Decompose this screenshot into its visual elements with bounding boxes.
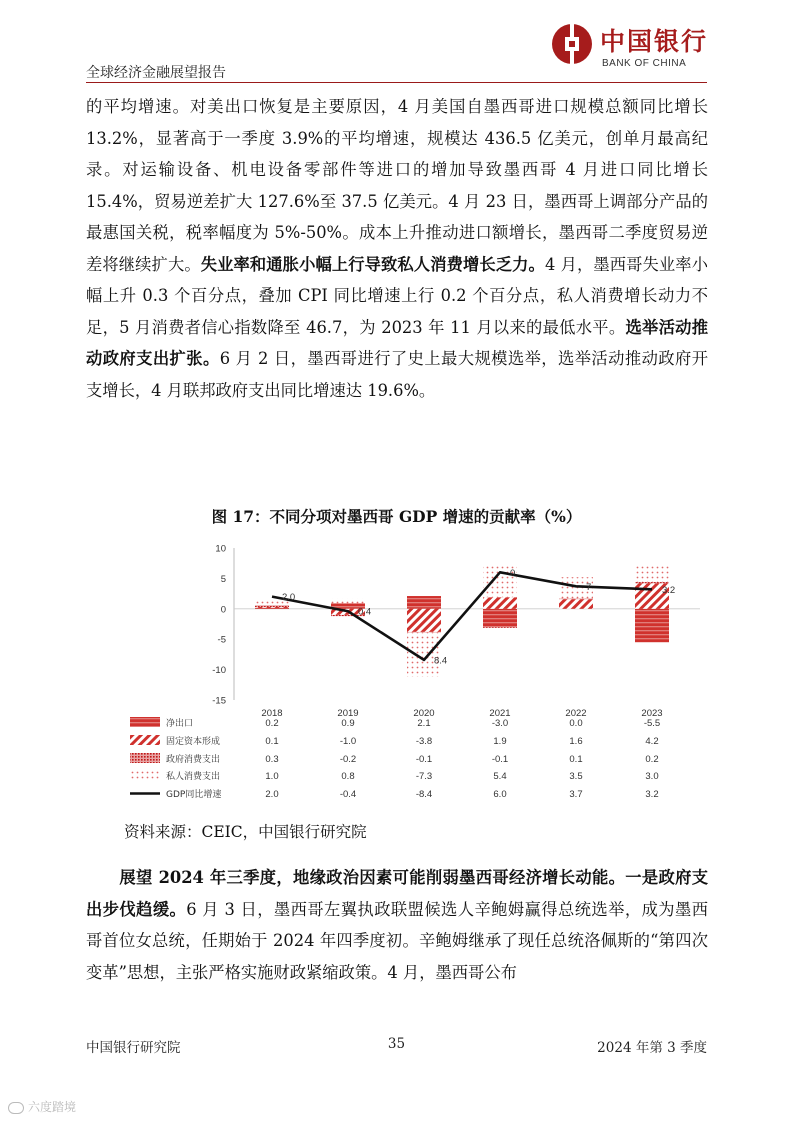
text-segment: 6 月 3 日，墨西哥左翼执政联盟候选人辛鲍姆赢得总统选举，成为墨西哥首位女总统，任期始于 2024 年四季度初。辛鲍姆继承了现任总统洛佩斯的“第四次变革”思想，主张严格实施财政紧缩政策。4 月，墨西哥公布 bbox=[86, 899, 708, 982]
gdp-point-label: 2.0 bbox=[282, 592, 296, 604]
legend-swatch bbox=[130, 770, 160, 780]
text-segment: 4 月，墨西哥失业率小幅上升 0.3 个百分点，叠加 CPI 同比增速上行 0.2 个百分点，私人消费增长动力不足，5 月消费者信心指数降至 46.7，为 2023 年 11 月以来的最低水平。 bbox=[86, 254, 708, 337]
table-cell: -7.3 bbox=[415, 771, 433, 782]
bar-segment bbox=[483, 609, 517, 627]
table-cell: -3.8 bbox=[415, 736, 433, 747]
table-cell: -0.4 bbox=[339, 789, 357, 800]
watermark-text: 六度踏境 bbox=[28, 1100, 77, 1114]
table-cell: 4.2 bbox=[645, 736, 659, 747]
watermark bbox=[8, 1098, 76, 1115]
bar-segment bbox=[331, 598, 365, 603]
table-cell: 0.1 bbox=[265, 736, 279, 747]
legend-label: 净出口 bbox=[166, 719, 194, 729]
table-cell: 2.0 bbox=[265, 789, 279, 800]
bar-segment bbox=[635, 582, 669, 583]
body-paragraph-bottom bbox=[86, 862, 708, 988]
table-cell: 0.9 bbox=[341, 718, 355, 729]
figure-title: 图 17：不同分项对墨西哥 GDP 增速的贡献率（%） bbox=[211, 507, 582, 526]
table-cell: 0.1 bbox=[569, 754, 583, 765]
report-title: 全球经济金融展望报告 bbox=[86, 65, 226, 81]
bold-heading: 失业率和通胀小幅上行导致私人消费增长乏力。 bbox=[200, 254, 545, 274]
watermark-logo-icon bbox=[8, 1102, 24, 1114]
legend-swatch bbox=[130, 753, 160, 763]
x-category-label: 2019 bbox=[337, 708, 359, 719]
table-cell: 3.5 bbox=[569, 771, 583, 782]
table-cell: 5.4 bbox=[493, 771, 507, 782]
table-cell: -8.4 bbox=[415, 789, 433, 800]
table-cell: -0.1 bbox=[415, 754, 433, 765]
page-number: 35 bbox=[387, 1036, 406, 1052]
table-cell: 0.8 bbox=[341, 771, 355, 782]
table-cell: 3.7 bbox=[569, 789, 583, 800]
x-category-label: 2022 bbox=[565, 708, 587, 719]
legend-label: 固定资本形成 bbox=[166, 737, 221, 747]
y-tick-label: -10 bbox=[212, 665, 226, 677]
table-cell: -0.2 bbox=[339, 754, 357, 765]
gdp-point-label: 8.4 bbox=[434, 655, 448, 667]
legend-swatch bbox=[130, 735, 160, 745]
table-cell: 1.0 bbox=[265, 771, 279, 782]
table-cell: -5.5 bbox=[643, 718, 661, 729]
bold-heading: 选举活动推动政府支出扩张。 bbox=[86, 317, 708, 368]
y-tick-label: 5 bbox=[220, 573, 226, 585]
table-cell: 1.9 bbox=[493, 736, 507, 747]
text-segment: 6 月 2 日，墨西哥进行了史上最大规模选举，选举活动推动政府开支增长，4 月联邦政府支出同比增速达 19.6%。 bbox=[86, 349, 708, 400]
table-cell: 0.2 bbox=[265, 718, 279, 729]
y-tick-label: -5 bbox=[217, 634, 226, 646]
x-category-label: 2021 bbox=[489, 708, 511, 719]
bar-segment bbox=[635, 609, 669, 642]
table-cell: 3.2 bbox=[645, 789, 659, 800]
table-cell: 1.6 bbox=[569, 736, 583, 747]
logo-chinese-name: 中国银行 bbox=[600, 27, 709, 56]
table-cell: -1.0 bbox=[339, 736, 357, 747]
gdp-growth-line bbox=[272, 572, 652, 660]
table-cell: 0.0 bbox=[569, 718, 583, 729]
x-category-label: 2020 bbox=[413, 708, 435, 719]
bar-segment bbox=[255, 605, 289, 607]
gdp-point-label: 7 bbox=[586, 581, 592, 593]
table-cell: 2.1 bbox=[417, 718, 431, 729]
legend-label: GDP同比增速 bbox=[166, 790, 222, 800]
bar-segment bbox=[483, 597, 517, 609]
legend-label: 私人消费支出 bbox=[166, 772, 221, 782]
gdp-point-label: 0.4 bbox=[358, 606, 372, 618]
gdp-point-label: 0 bbox=[510, 567, 516, 579]
x-category-label: 2018 bbox=[261, 708, 283, 719]
table-cell: 6.0 bbox=[493, 789, 507, 800]
text-segment: 的平均增速。对美出口恢复是主要原因，4 月美国自墨西哥进口规模总额同比增长 13.2%，显著高于一季度 3.9%的平均增速，规模达 436.5 亿美元，创单月最高纪录。对运输设备、机电设备零部件等进口的增加导致墨西哥 4 月进口同比增长 15.4%，贸易逆差扩大 127.6%至 37.5 亿美元。4 月 23 日，墨西哥上调部分产品的最惠国关税，税率幅度为 5%-50%。成本上升推动进口额增长，墨西哥二季度贸易逆差将继续扩大。 bbox=[86, 97, 708, 274]
y-tick-label: -15 bbox=[212, 695, 226, 707]
legend-label: 政府消费支出 bbox=[166, 755, 221, 765]
gdp-point-label: 3.2 bbox=[662, 584, 676, 596]
table-cell: 0.2 bbox=[645, 754, 659, 765]
bar-segment bbox=[559, 598, 593, 599]
y-tick-label: 0 bbox=[220, 604, 226, 616]
logo-english-name: BANK OF CHINA bbox=[602, 58, 687, 69]
bar-segment bbox=[483, 627, 517, 628]
table-cell: 3.0 bbox=[645, 771, 659, 782]
bar-segment bbox=[255, 607, 289, 608]
table-cell: -0.1 bbox=[491, 754, 509, 765]
y-tick-label: 10 bbox=[215, 543, 226, 555]
x-category-label: 2023 bbox=[641, 708, 663, 719]
bar-segment bbox=[407, 609, 441, 632]
legend-swatch bbox=[130, 717, 160, 727]
bold-heading: 展望 2024 年三季度，地缘政治因素可能削弱墨西哥经济增长动能。一是政府支出步伐趋缓。 bbox=[86, 868, 708, 919]
bar-segment bbox=[407, 596, 441, 609]
bar-segment bbox=[635, 564, 669, 582]
bar-segment bbox=[559, 599, 593, 609]
table-cell: -3.0 bbox=[491, 718, 509, 729]
table-cell: 0.3 bbox=[265, 754, 279, 765]
figure-source: 资料来源：CEIC，中国银行研究院 bbox=[124, 823, 367, 841]
footer-org: 中国银行研究院 bbox=[86, 1040, 181, 1056]
footer-quarter: 2024 年第 3 季度 bbox=[597, 1040, 707, 1056]
